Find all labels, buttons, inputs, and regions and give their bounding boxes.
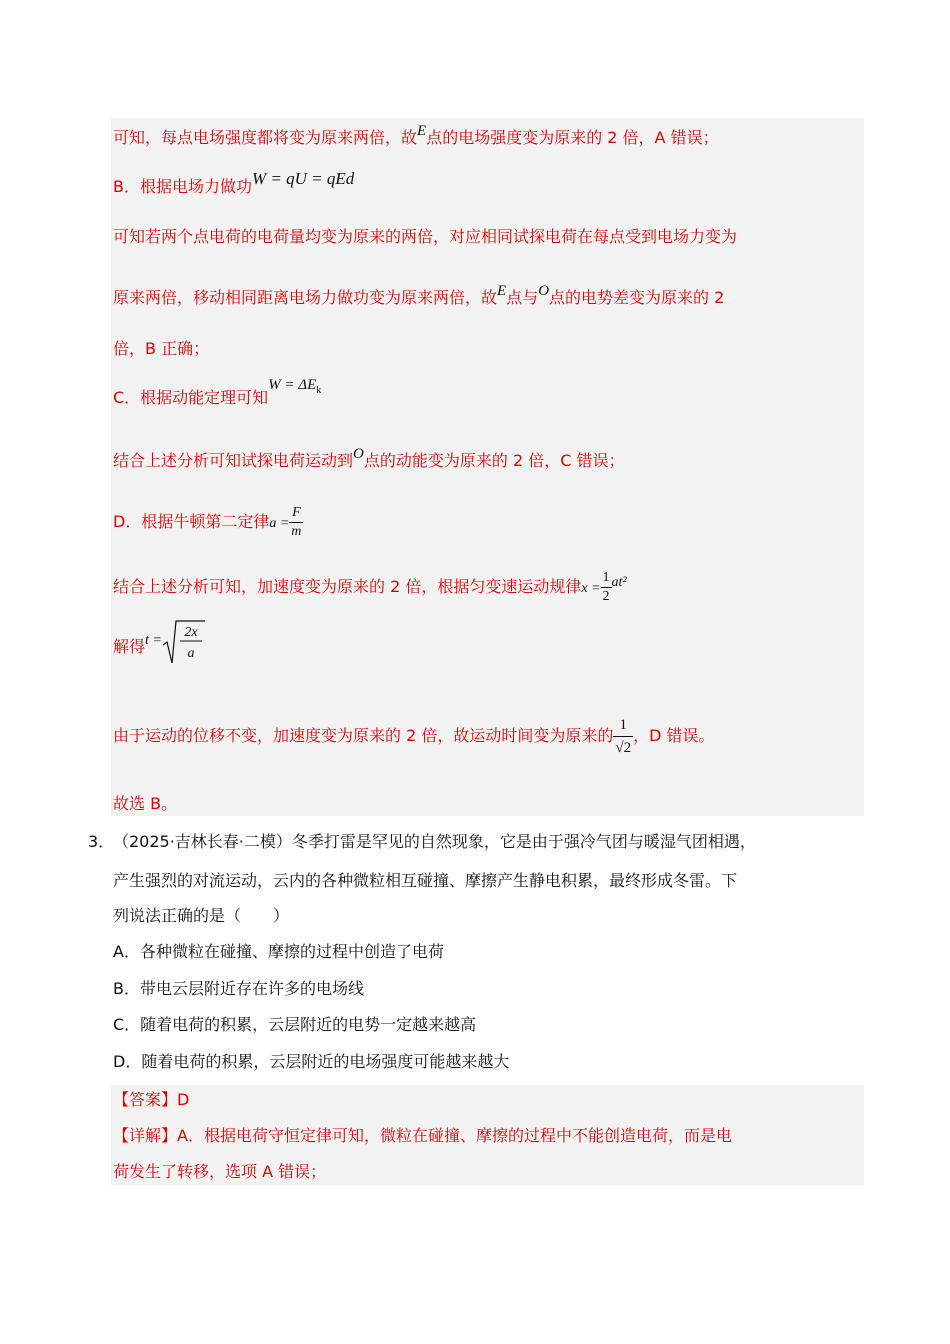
sqrt-denominator: a [187, 646, 195, 661]
question-stem-line3: 列说法正确的是（ ） [113, 906, 290, 925]
question-stem-line2: 产生强烈的对流运动，云内的各种微粒相互碰撞、摩擦产生静电积累，最终形成冬雷。下 [113, 871, 738, 890]
solution-line-d-head: D．根据牛顿第二定律a = $\frac{F}{m}$ [113, 505, 302, 539]
answer-label: 【答案】D [113, 1090, 190, 1109]
option-a: A．各种微粒在碰撞、摩擦的过程中创造了电荷 [113, 942, 444, 961]
question-stem-line1: （2025·吉林长春·二模）冬季打雷是罕见的自然现象，它是由于强冷气团与暖湿气团相遇， [113, 832, 756, 851]
solution-line-b-head: B．根据电场力做功W = qU = qEd [113, 169, 355, 196]
solution-final: 故选 B。 [113, 794, 178, 813]
solution-line-b-text2: 原来两倍，移动相同距离电场力做功变为原来两倍，故E点与O点的电势差变为原来的 2 [113, 283, 725, 307]
sqrt-symbol [162, 617, 206, 667]
sqrt-numerator: 2x [184, 625, 198, 640]
solution-line-d-text2: 由于运动的位移不变，加速度变为原来的 2 倍，故运动时间变为原来的 $\frac{1}{√2}$ ，D 错误。 [113, 706, 715, 766]
solution-line-b-text1: 可知若两个点电荷的电荷量均变为原来的两倍，对应相同试探电荷在每点受到电场力变为 [113, 227, 738, 246]
option-d: D．随着电荷的积累，云层附近的电场强度可能越来越大 [113, 1052, 510, 1071]
solution-line-b-text3: 倍，B 正确； [113, 339, 210, 358]
solution-line-c-text1: 结合上述分析可知试探电荷运动到O点的动能变为原来的 2 倍，C 错误； [113, 446, 625, 470]
inverse-sqrt2-fraction: $\frac{1}{√2}$ [613, 714, 633, 759]
solution-line-c-head: C．根据动能定理可知$W = \Delta E_k$ [113, 377, 322, 407]
kinetic-theorem-formula: $W = \Delta E_k$ [268, 377, 322, 396]
question-number: 3． [88, 832, 115, 851]
option-c: C．随着电荷的积累，云层附近的电势一定越来越高 [113, 1015, 477, 1034]
newton-fraction: $\frac{F}{m}$ [291, 505, 302, 539]
solution-line-d-solve: 解得t = 2x a [113, 622, 206, 674]
option-b: B．带电云层附近存在许多的电场线 [113, 979, 364, 998]
detail-line1: 【详解】A．根据电荷守恒定律可知，微粒在碰撞、摩擦的过程中不能创造电荷，而是电 [113, 1126, 732, 1145]
detail-line2: 荷发生了转移，选项 A 错误； [113, 1162, 327, 1181]
half-fraction: $\frac{1}{2}$ [602, 570, 610, 604]
solution-line-a: 可知，每点电场强度都将变为原来两倍，故E点的电场强度变为原来的 2 倍，A 错误； [113, 123, 719, 147]
solution-line-d-text1: 结合上述分析可知，加速度变为原来的 2 倍，根据匀变速运动规律x = $\frac{1}{2}$ at² [113, 570, 627, 604]
